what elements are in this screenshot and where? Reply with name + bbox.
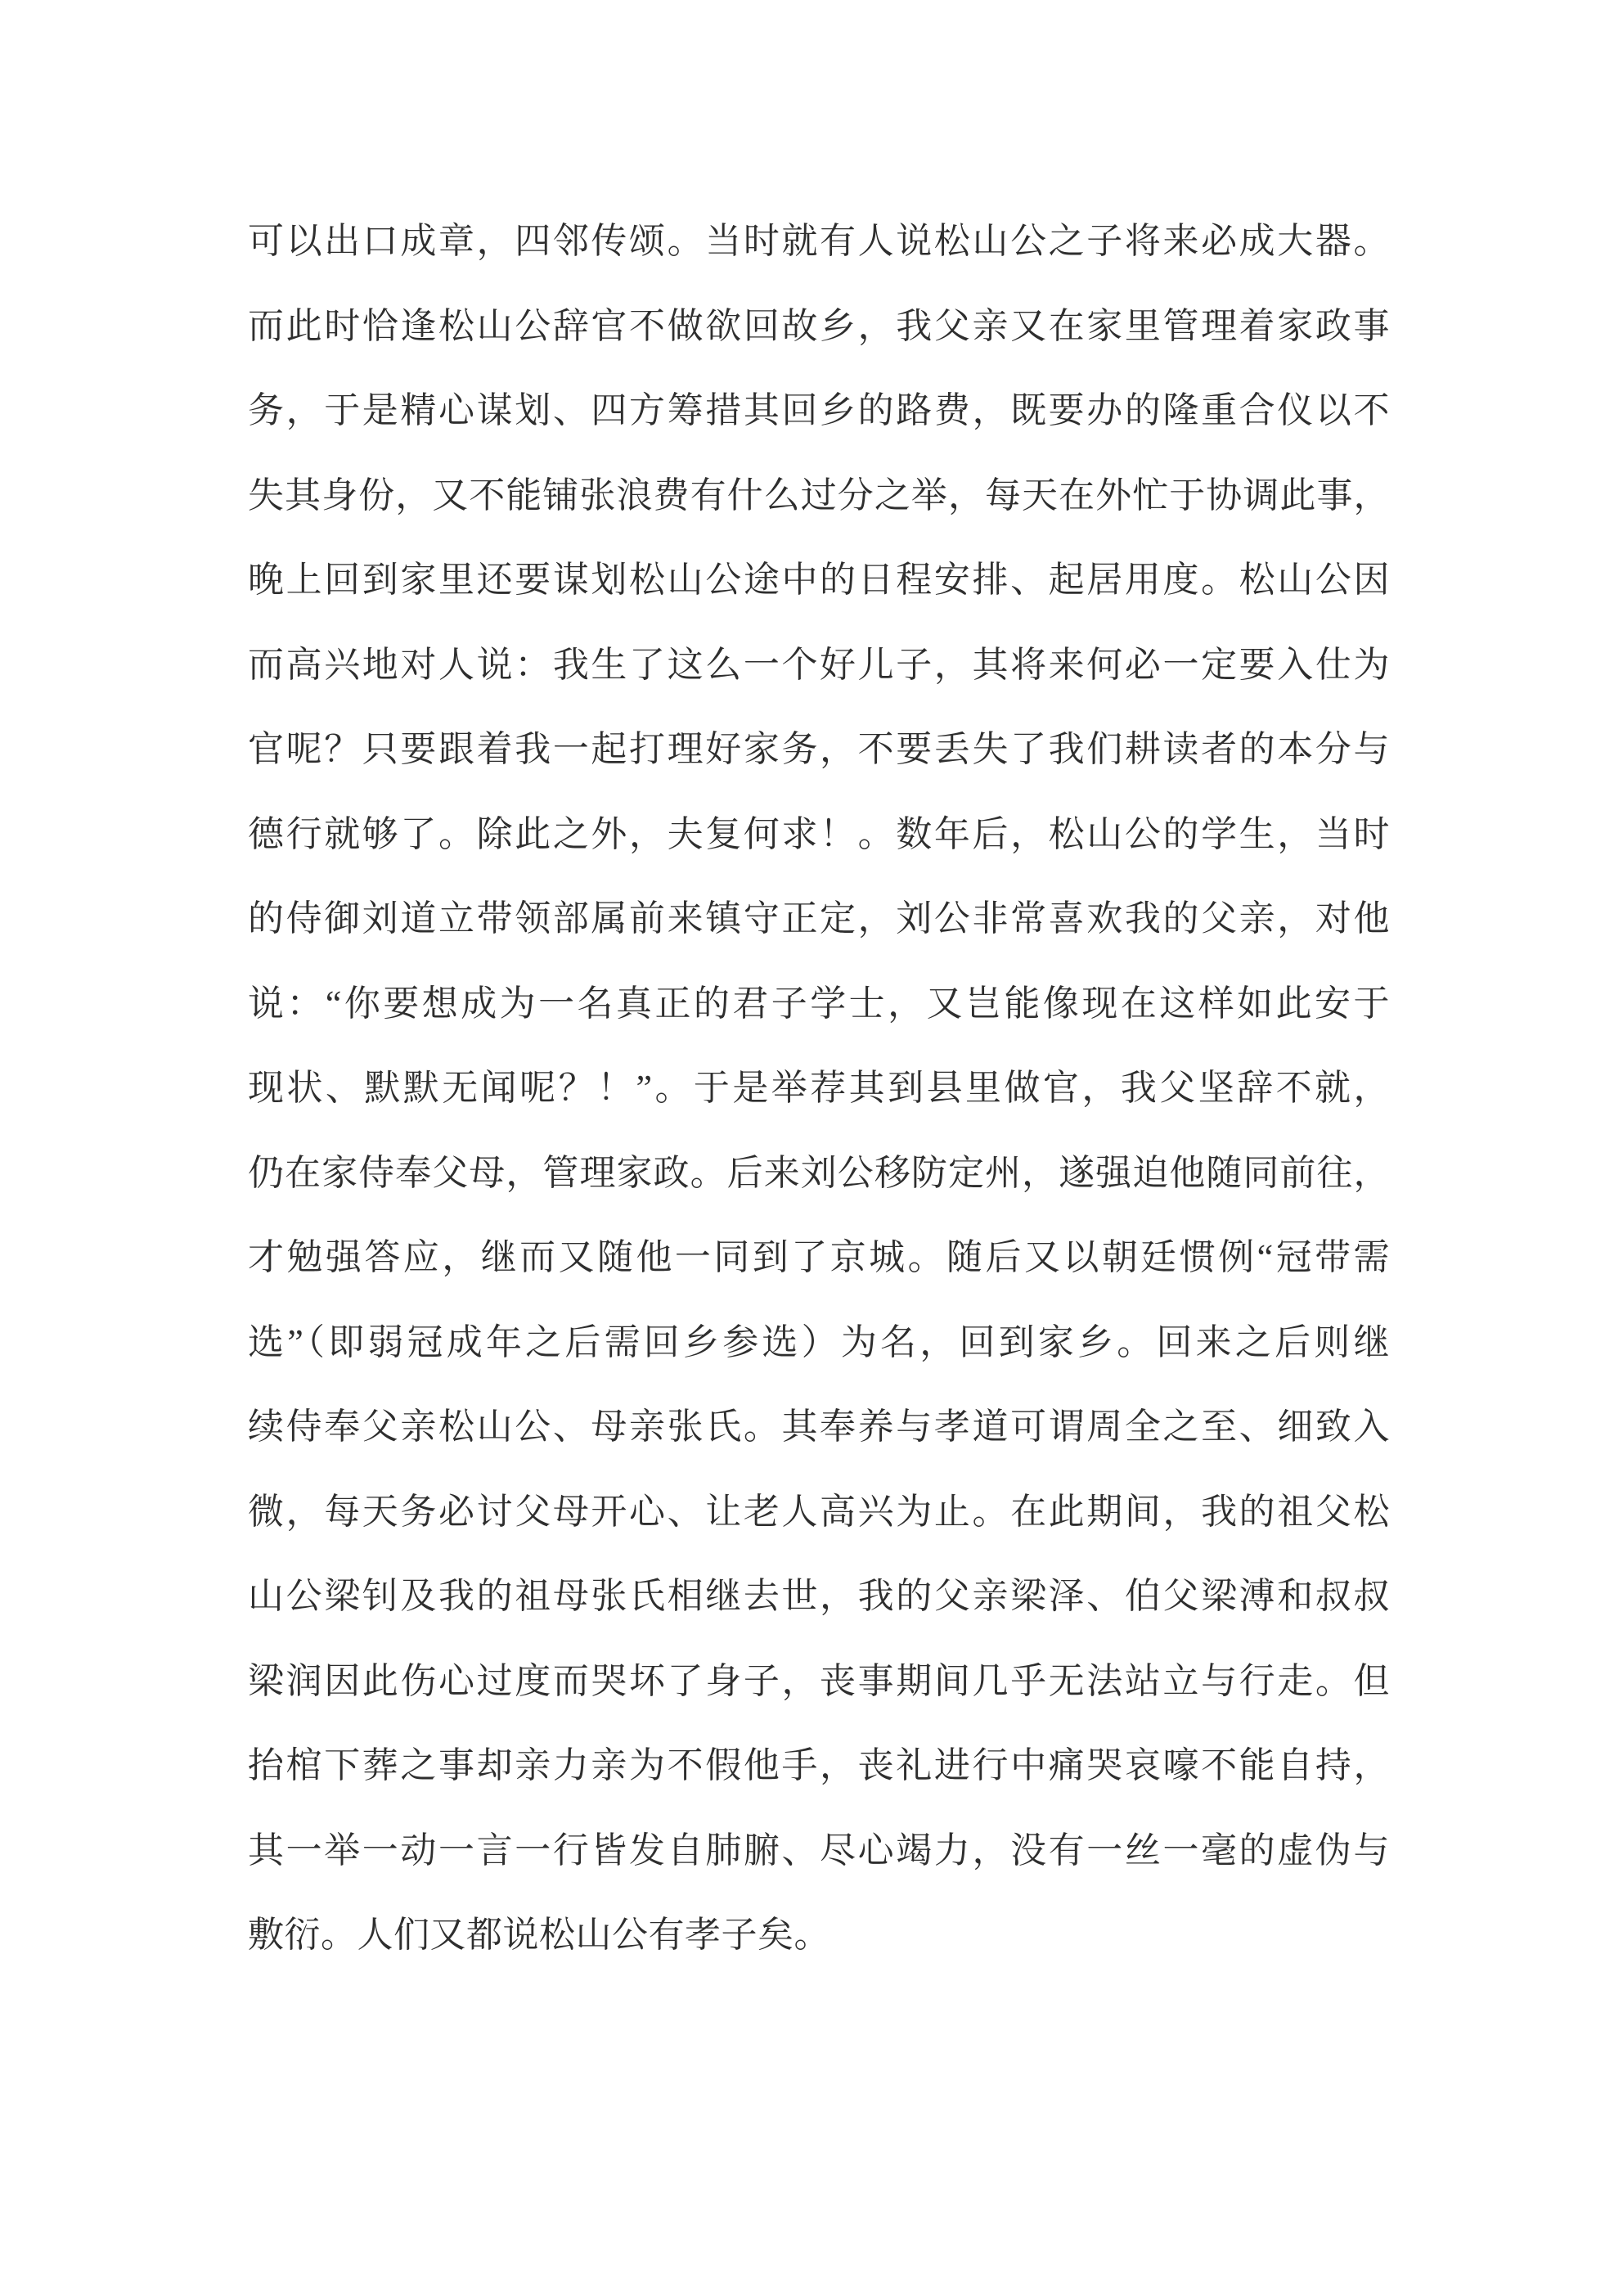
paragraph-text-block: [248, 199, 1390, 1978]
text-line: 选”（即弱冠成年之后需回乡参选）为名，回到家乡。回来之后则继: [248, 1321, 1390, 1362]
text-line: 梁润因此伤心过度而哭坏了身子，丧事期间几乎无法站立与行走。但: [248, 1660, 1390, 1701]
text-line: 可以出口成章，四邻传颂。当时就有人说松山公之子将来必成大器。: [248, 221, 1390, 261]
text-line: 续侍奉父亲松山公、母亲张氏。其奉养与孝道可谓周全之至、细致入: [248, 1407, 1390, 1447]
text-line: 抬棺下葬之事却亲力亲为不假他手，丧礼进行中痛哭哀嚎不能自持，: [248, 1745, 1390, 1785]
text-line: 山公梁钊及我的祖母张氏相继去世，我的父亲梁泽、伯父梁溥和叔叔: [248, 1576, 1390, 1616]
text-line: 官呢？只要跟着我一起打理好家务，不要丢失了我们耕读者的本分与: [248, 729, 1390, 769]
text-line: 敷衍。人们又都说松山公有孝子矣。: [248, 1915, 830, 1955]
text-line: 的侍御刘道立带领部属前来镇守正定，刘公非常喜欢我的父亲，对他: [248, 898, 1390, 939]
text-line: 其一举一动一言一行皆发自肺腑、尽心竭力，没有一丝一毫的虚伪与: [248, 1830, 1390, 1871]
text-line: 仍在家侍奉父母，管理家政。后来刘公移防定州，遂强迫他随同前往，: [248, 1152, 1390, 1193]
text-line: 现状、默默无闻呢？！”。于是举荐其到县里做官，我父坚辞不就，: [248, 1068, 1390, 1108]
text-line: 德行就够了。除此之外，夫复何求！。数年后，松山公的学生，当时: [248, 813, 1390, 854]
text-line: 而高兴地对人说：我生了这么一个好儿子，其将来何必一定要入仕为: [248, 644, 1390, 685]
text-line: 务，于是精心谋划、四方筹措其回乡的路费，既要办的隆重合仪以不: [248, 390, 1390, 430]
text-line: 晚上回到家里还要谋划松山公途中的日程安排、起居用度。松山公因: [248, 560, 1390, 600]
text-line: 失其身份，又不能铺张浪费有什么过分之举，每天在外忙于协调此事，: [248, 475, 1390, 515]
text-line: 而此时恰逢松山公辞官不做欲回故乡，我父亲又在家里管理着家政事: [248, 305, 1390, 346]
text-line: 才勉强答应，继而又随他一同到了京城。随后又以朝廷惯例“冠带需: [248, 1237, 1390, 1277]
text-line: 说：“你要想成为一名真正的君子学士，又岂能像现在这样如此安于: [248, 983, 1390, 1024]
text-line: 微，每天务必讨父母开心、让老人高兴为止。在此期间，我的祖父松: [248, 1491, 1390, 1532]
